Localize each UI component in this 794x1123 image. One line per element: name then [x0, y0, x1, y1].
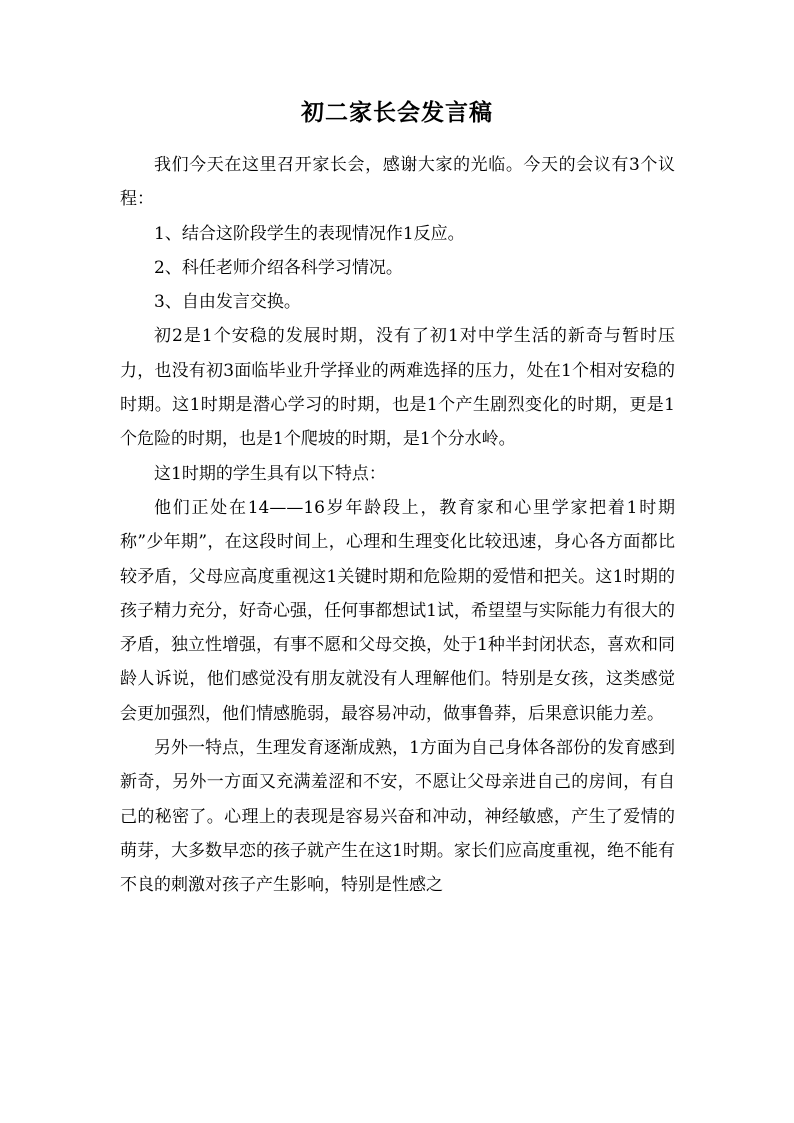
agenda-item-1: 1、结合这阶段学生的表现情况作1反应。 — [154, 223, 465, 244]
agenda-item-2: 2、科任老师介绍各科学习情况。 — [154, 257, 403, 278]
adolescence-paragraph: 他们正处在14——16岁年龄段上，教育家和心里学家把着1时期称”少年期”，在这段时间上，心理和生理变化比较迅速，身心各方面都比较矛盾，父母应高度重视这1关键时期和危险期的爱惜和把关。这1时期的孩子精力充分，好奇心强，任何事都想试1试，希望望与实际能力有很大的矛盾，独立性增强，有事不愿和父母交换，处于1种半封闭状态，喜欢和同龄人诉说，他们感觉没有朋友就没有人理解他们。特别是女孩，这类感觉会更加强烈，他们情感脆弱，最容易冲动，做事鲁莽，后果意识能力差。 — [120, 497, 675, 724]
document-body — [120, 148, 675, 903]
grade-two-paragraph: 初2是1个安稳的发展时期，没有了初1对中学生活的新奇与暂时压力，也没有初3面临毕业升学择业的两难选择的压力，处在1个相对安稳的时期。这1时期是潜心学习的时期，也是1个产生剧烈变化的时期，更是1个危险的时期，也是1个爬坡的时期，是1个分水岭。 — [120, 326, 675, 450]
agenda-item-3: 3、自由发言交换。 — [154, 292, 301, 313]
document-title: 初二家长会发言稿 — [301, 99, 493, 126]
intro-paragraph: 我们今天在这里召开家长会，感谢大家的光临。今天的会议有3个议程： — [120, 155, 675, 210]
physiology-paragraph: 另外一特点，生理发育逐渐成熟，1方面为自己身体各部份的发育感到新奇，另外一方面又充满羞涩和不安，不愿让父母亲进自己的房间，有自己的秘密了。心理上的表现是容易兴奋和冲动，神经敏感，产生了爱情的萌芽，大多数早恋的孩子就产生在这1时期。家长们应高度重视，绝不能有不良的刺激对孩子产生影响，特别是性感之 — [120, 738, 675, 896]
features-intro-paragraph: 这1时期的学生具有以下特点： — [154, 463, 386, 484]
